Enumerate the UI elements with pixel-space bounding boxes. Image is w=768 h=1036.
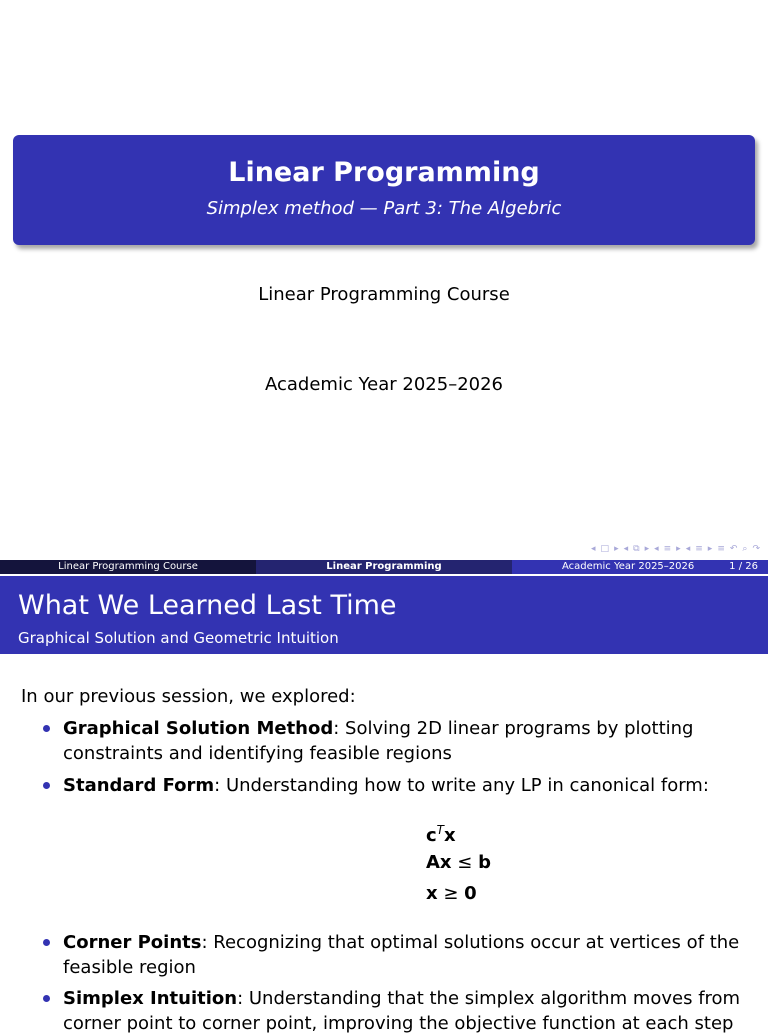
nav-prev-frame-icon[interactable]: ◂ xyxy=(623,544,629,554)
bullet-icon xyxy=(43,782,50,789)
bullet-item xyxy=(63,930,753,980)
nav-document-icon[interactable]: ≡ xyxy=(717,544,725,554)
bullet-icon xyxy=(43,995,50,1002)
footline-title: Linear Programming xyxy=(256,560,512,574)
nav-search-icon[interactable]: ⌕ xyxy=(742,544,748,554)
matrix-ax: Ax xyxy=(426,852,452,873)
vector-b: b xyxy=(478,852,491,873)
nav-back-icon[interactable]: ↶ xyxy=(729,544,738,554)
nav-next-slide-icon[interactable]: ▸ xyxy=(614,544,619,554)
nav-next-section-icon[interactable]: ▸ xyxy=(707,544,713,554)
frame-title: What We Learned Last Time xyxy=(18,590,397,621)
content-slide xyxy=(0,576,768,1034)
vector-c: c xyxy=(426,825,437,846)
nav-forward-icon[interactable]: ↷ xyxy=(752,544,760,554)
bullet-term: Corner Points xyxy=(63,932,202,953)
bullet-icon xyxy=(43,725,50,732)
intro-text: In our previous session, we explored: xyxy=(21,686,356,707)
vector-x: x xyxy=(426,883,438,904)
footline-date-box xyxy=(512,560,768,574)
nav-slide-icon[interactable]: □ xyxy=(600,544,610,554)
bullet-icon xyxy=(43,939,50,946)
bullet-text: : Understanding how to write any LP in canonical form: xyxy=(214,775,709,796)
nav-next-frame-icon[interactable]: ▸ xyxy=(644,544,650,554)
leq-operator: ≤ xyxy=(451,852,479,873)
bullet-item xyxy=(63,986,753,1036)
zero-vector: 0 xyxy=(464,883,477,904)
nav-prev-section-icon[interactable]: ◂ xyxy=(685,544,691,554)
footline xyxy=(0,560,768,574)
bullet-text: : Understanding that the simplex algorithm moves from corner point to corner point, improving the objective function at each step xyxy=(63,988,741,1034)
vector-x: x xyxy=(444,825,456,846)
author-line: Linear Programming Course xyxy=(258,284,510,305)
geq-operator: ≥ xyxy=(437,883,465,904)
bullet-text: : Recognizing that optimal solutions occur at vertices of the feasible region xyxy=(63,932,740,978)
frame-title-bar xyxy=(0,576,768,654)
objective-expression xyxy=(426,818,456,848)
title-block xyxy=(13,135,755,245)
constraint-expression xyxy=(426,851,491,875)
nonnegativity-expression xyxy=(426,882,477,906)
nav-section-icon[interactable]: ≡ xyxy=(695,544,703,554)
nav-subsection-icon[interactable]: ≡ xyxy=(663,544,672,554)
bullet-item xyxy=(63,773,753,798)
frame-subtitle: Graphical Solution and Geometric Intuition xyxy=(18,629,339,647)
presentation-subtitle: Simplex method — Part 3: The Algebric xyxy=(206,198,562,219)
bullet-item xyxy=(63,716,753,766)
nav-frame-icon[interactable]: ⧉ xyxy=(633,544,640,554)
nav-prev-slide-icon[interactable]: ◂ xyxy=(591,544,596,554)
page-number: 1 / 26 xyxy=(729,561,758,572)
footline-date: Academic Year 2025–2026 xyxy=(562,561,695,572)
footline-author: Linear Programming Course xyxy=(0,560,256,574)
date-line: Academic Year 2025–2026 xyxy=(264,374,504,395)
bullet-text: : Solving 2D linear programs by plotting constraints and identifying feasible regions xyxy=(63,718,694,764)
nav-prev-subsection-icon[interactable]: ◂ xyxy=(654,544,659,554)
bullet-term: Graphical Solution Method xyxy=(63,718,334,739)
bullet-term: Standard Form xyxy=(63,775,215,796)
nav-next-subsection-icon[interactable]: ▸ xyxy=(676,544,681,554)
bullet-term: Simplex Intuition xyxy=(63,988,238,1009)
presentation-title: Linear Programming xyxy=(228,157,540,188)
navigation-controls[interactable] xyxy=(591,542,760,556)
transpose-superscript: T xyxy=(436,823,445,837)
